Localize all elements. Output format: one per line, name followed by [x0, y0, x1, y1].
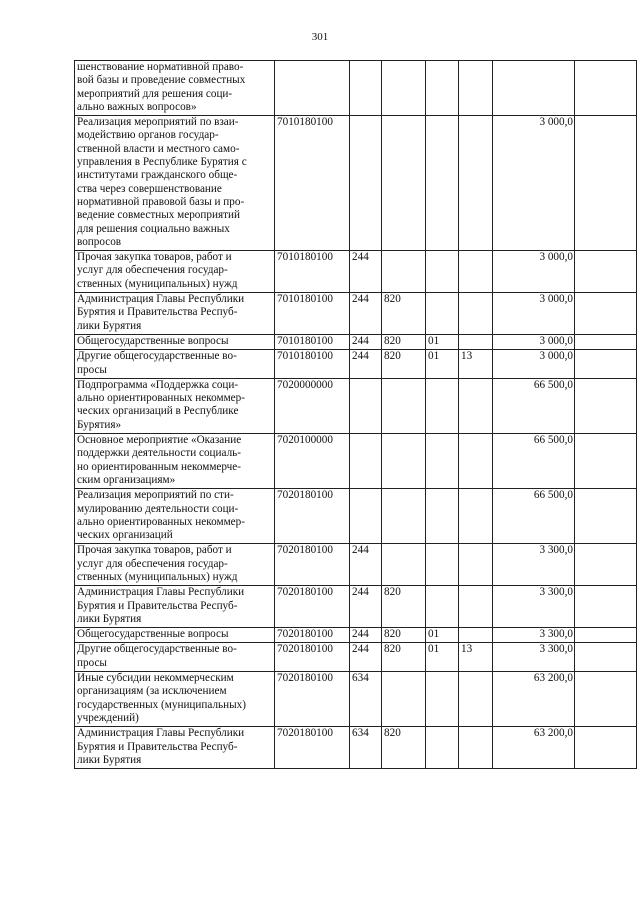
row-subsection-cell	[459, 544, 493, 586]
row-empty-cell	[575, 116, 637, 251]
row-name-cell: шенствование нормативной право- вой базы и проведение совместных мероприятий для решения соци- ально важных вопросов»	[75, 61, 275, 116]
row-subsection-cell	[459, 334, 493, 349]
row-admin-code-cell: 820	[382, 293, 426, 335]
table-row	[75, 350, 637, 379]
row-target-article-cell: 7020180100	[275, 727, 350, 769]
row-expense-type-cell	[350, 434, 382, 489]
row-section-cell	[426, 61, 459, 116]
row-amount-cell: 3 000,0	[493, 251, 575, 293]
table-row	[75, 672, 637, 727]
row-admin-code-cell: 820	[382, 586, 426, 628]
table-row	[75, 293, 637, 335]
row-target-article-cell: 7020000000	[275, 378, 350, 433]
row-target-article-cell: 7010180100	[275, 350, 350, 379]
row-name-cell: Подпрограмма «Поддержка соци- ально ориентированных некоммер- ческих организаций в Республике Бурятия»	[75, 378, 275, 433]
row-empty-cell	[575, 434, 637, 489]
row-empty-cell	[575, 61, 637, 116]
row-target-article-cell: 7020180100	[275, 628, 350, 643]
row-name-cell: Другие общегосударственные во- просы	[75, 643, 275, 672]
row-target-article-cell: 7010180100	[275, 251, 350, 293]
row-amount-cell: 3 000,0	[493, 334, 575, 349]
row-subsection-cell	[459, 378, 493, 433]
row-admin-code-cell: 820	[382, 334, 426, 349]
row-amount-cell: 63 200,0	[493, 727, 575, 769]
row-expense-type-cell: 634	[350, 672, 382, 727]
budget-table-body	[75, 61, 637, 769]
row-admin-code-cell: 820	[382, 350, 426, 379]
row-name-cell: Реализация мероприятий по взаи- модействию органов государ- ственной власти и местного само- управления в Республике Бурятия с институтами гражданского обще- ства через совершенствование нормативной правовой базы и про- ведение совместных мероприятий для решения социально важных вопросов	[75, 116, 275, 251]
row-admin-code-cell: 820	[382, 727, 426, 769]
row-subsection-cell	[459, 628, 493, 643]
row-name-cell: Администрация Главы Республики Бурятия и Правительства Респуб- лики Бурятия	[75, 293, 275, 335]
row-amount-cell: 3 000,0	[493, 350, 575, 379]
row-name-cell: Реализация мероприятий по сти- мулированию деятельности соци- ально ориентированных некоммер- ческих организаций	[75, 489, 275, 544]
row-expense-type-cell	[350, 489, 382, 544]
row-admin-code-cell	[382, 378, 426, 433]
row-expense-type-cell	[350, 378, 382, 433]
row-target-article-cell: 7010180100	[275, 293, 350, 335]
row-subsection-cell	[459, 672, 493, 727]
table-row	[75, 544, 637, 586]
row-admin-code-cell: 820	[382, 643, 426, 672]
row-target-article-cell	[275, 61, 350, 116]
row-expense-type-cell	[350, 61, 382, 116]
row-admin-code-cell	[382, 61, 426, 116]
row-expense-type-cell: 244	[350, 334, 382, 349]
table-row	[75, 434, 637, 489]
row-amount-cell: 63 200,0	[493, 672, 575, 727]
row-expense-type-cell: 244	[350, 544, 382, 586]
row-expense-type-cell: 244	[350, 293, 382, 335]
row-name-cell: Прочая закупка товаров, работ и услуг для обеспечения государ- ственных (муниципальных) нужд	[75, 544, 275, 586]
row-expense-type-cell: 634	[350, 727, 382, 769]
row-admin-code-cell	[382, 434, 426, 489]
row-section-cell	[426, 378, 459, 433]
row-name-cell: Прочая закупка товаров, работ и услуг для обеспечения государ- ственных (муниципальных) нужд	[75, 251, 275, 293]
row-admin-code-cell	[382, 489, 426, 544]
row-empty-cell	[575, 643, 637, 672]
row-expense-type-cell: 244	[350, 628, 382, 643]
row-section-cell	[426, 544, 459, 586]
row-empty-cell	[575, 489, 637, 544]
row-name-cell: Другие общегосударственные во- просы	[75, 350, 275, 379]
row-empty-cell	[575, 672, 637, 727]
row-target-article-cell: 7020180100	[275, 586, 350, 628]
row-target-article-cell: 7020100000	[275, 434, 350, 489]
row-subsection-cell: 13	[459, 350, 493, 379]
row-empty-cell	[575, 378, 637, 433]
row-name-cell: Общегосударственные вопросы	[75, 334, 275, 349]
row-subsection-cell	[459, 293, 493, 335]
table-row	[75, 628, 637, 643]
row-empty-cell	[575, 727, 637, 769]
row-amount-cell: 3 000,0	[493, 116, 575, 251]
row-amount-cell: 66 500,0	[493, 378, 575, 433]
row-target-article-cell: 7010180100	[275, 116, 350, 251]
row-empty-cell	[575, 293, 637, 335]
row-empty-cell	[575, 628, 637, 643]
row-expense-type-cell: 244	[350, 350, 382, 379]
row-section-cell	[426, 116, 459, 251]
table-row	[75, 334, 637, 349]
row-target-article-cell: 7020180100	[275, 643, 350, 672]
row-section-cell	[426, 727, 459, 769]
table-row	[75, 727, 637, 769]
row-section-cell: 01	[426, 350, 459, 379]
row-admin-code-cell	[382, 544, 426, 586]
row-name-cell: Администрация Главы Республики Бурятия и Правительства Респуб- лики Бурятия	[75, 586, 275, 628]
row-admin-code-cell: 820	[382, 628, 426, 643]
row-admin-code-cell	[382, 116, 426, 251]
page-number: 301	[311, 31, 329, 43]
row-section-cell	[426, 489, 459, 544]
row-target-article-cell: 7020180100	[275, 672, 350, 727]
row-amount-cell: 3 300,0	[493, 643, 575, 672]
row-section-cell	[426, 586, 459, 628]
row-section-cell	[426, 251, 459, 293]
row-name-cell: Основное мероприятие «Оказание поддержки деятельности социаль- но ориентированным некоммерче- ским организациям»	[75, 434, 275, 489]
row-amount-cell	[493, 61, 575, 116]
row-admin-code-cell	[382, 672, 426, 727]
budget-table	[74, 60, 637, 769]
row-section-cell: 01	[426, 643, 459, 672]
row-name-cell: Администрация Главы Республики Бурятия и Правительства Респуб- лики Бурятия	[75, 727, 275, 769]
row-target-article-cell: 7020180100	[275, 544, 350, 586]
row-empty-cell	[575, 251, 637, 293]
row-empty-cell	[575, 334, 637, 349]
row-section-cell: 01	[426, 334, 459, 349]
table-row	[75, 61, 637, 116]
row-section-cell	[426, 434, 459, 489]
row-section-cell	[426, 293, 459, 335]
table-row	[75, 116, 637, 251]
row-expense-type-cell	[350, 116, 382, 251]
row-amount-cell: 3 000,0	[493, 293, 575, 335]
row-section-cell: 01	[426, 628, 459, 643]
table-row	[75, 251, 637, 293]
table-row	[75, 586, 637, 628]
table-row	[75, 643, 637, 672]
table-row	[75, 489, 637, 544]
row-subsection-cell	[459, 434, 493, 489]
row-expense-type-cell: 244	[350, 643, 382, 672]
row-empty-cell	[575, 544, 637, 586]
row-subsection-cell	[459, 251, 493, 293]
row-amount-cell: 3 300,0	[493, 544, 575, 586]
table-row	[75, 378, 637, 433]
row-target-article-cell: 7020180100	[275, 489, 350, 544]
row-subsection-cell: 13	[459, 643, 493, 672]
row-amount-cell: 3 300,0	[493, 628, 575, 643]
row-name-cell: Общегосударственные вопросы	[75, 628, 275, 643]
row-expense-type-cell: 244	[350, 586, 382, 628]
row-amount-cell: 3 300,0	[493, 586, 575, 628]
row-amount-cell: 66 500,0	[493, 489, 575, 544]
row-amount-cell: 66 500,0	[493, 434, 575, 489]
row-target-article-cell: 7010180100	[275, 334, 350, 349]
row-subsection-cell	[459, 727, 493, 769]
row-subsection-cell	[459, 586, 493, 628]
row-empty-cell	[575, 350, 637, 379]
row-subsection-cell	[459, 61, 493, 116]
row-expense-type-cell: 244	[350, 251, 382, 293]
row-name-cell: Иные субсидии некоммерческим организациям (за исключением государственных (муниципальных) учреждений)	[75, 672, 275, 727]
row-subsection-cell	[459, 489, 493, 544]
row-section-cell	[426, 672, 459, 727]
row-empty-cell	[575, 586, 637, 628]
row-subsection-cell	[459, 116, 493, 251]
row-admin-code-cell	[382, 251, 426, 293]
